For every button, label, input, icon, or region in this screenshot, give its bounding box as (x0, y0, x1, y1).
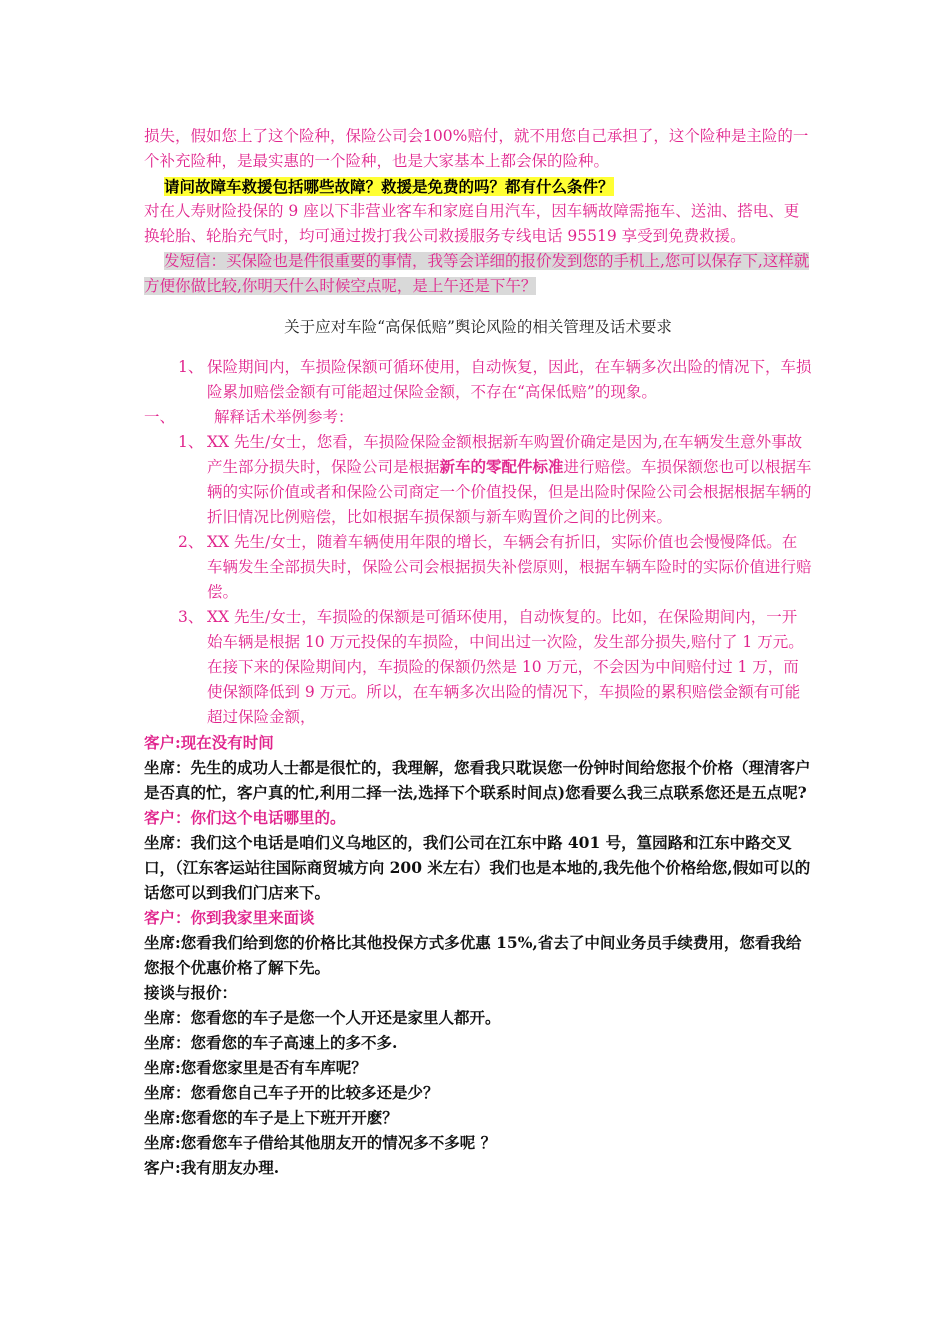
example-item-3 (144, 605, 812, 730)
dialogue-line-2: 坐席：您看您的车子高速上的多不多. (144, 1033, 398, 1052)
section-item-1-text: 保险期间内，车损险保额可循环使用，自动恢复，因此，在车辆多次出险的情况下，车损险累加赔偿金额有可能超过保险金额，不存在“高保低赔”的现象。 (207, 358, 812, 401)
example-item-1-text-before: XX 先生/女士，您看，车损险保险金额根据新车购置价确定是因为,在车辆发生意外事故产生部分损失时，保险公司是根据 (207, 433, 803, 476)
example-item-3-text: XX 先生/女士，车损险的保额是可循环使用，自动恢复的。比如，在保险期间内，一开始车辆是根据 10 万元投保的车损险，中间出过一次险，发生部分损失,赔付了 1 万元。在接下来的保险期间内，车损险的保额仍然是 10 万元，不会因为中间赔付过 1 万，而使保额降低到 9 万元。所以，在车辆多次出险的情况下，车损险的累积赔偿金额有可能超过保险金额， (207, 608, 804, 726)
dialogue-agent-2: 坐席：我们这个电话是咱们义乌地区的，我们公司在江东中路 401 号，篁园路和江东中路交叉口，（江东客运站往国际商贸城方向 200 米左右）我们也是本地的,我先他个价格给您,假如可以的话您可以到我们门店来下。 (144, 833, 811, 902)
section-title: 关于应对车险“高保低赔”舆论风险的相关管理及话术要求 (284, 317, 672, 336)
sms-text: 发短信：买保险也是件很重要的事情，我等会详细的报价发到您的手机上,您可以保存下,这样就方便你做比较,你明天什么时候空点呢，是上午还是下午？ (144, 252, 810, 295)
subsection-number: 一、 (144, 408, 176, 426)
dialogue-agent-1: 坐席：先生的成功人士都是很忙的，我理解，您看我只耽误您一份钟时间给您报个价格（理清客户是否真的忙，客户真的忙,利用二择一法,选择下个联系时间点)您看要么我三点联系您还是五点呢? (144, 758, 811, 802)
dialogue-customer-2: 客户：你们这个电话哪里的。 (144, 808, 346, 827)
example-item-1-emphasis: 新车的零配件标准 (439, 458, 564, 476)
dialogue-line-3: 坐席:您看您家里是否有车库呢？ (144, 1058, 367, 1077)
dialogue-customer-3: 客户：你到我家里来面谈 (144, 908, 315, 927)
example-item-2 (144, 530, 812, 605)
paragraph-loss-coverage: 损失，假如您上了这个险种，保险公司会100%赔付，就不用您自己承担了，这个险种是主险的一个补充险种，是最实惠的一个险种，也是大家基本上都会保的险种。 (144, 127, 809, 170)
subsection-heading (144, 405, 812, 430)
dialogue-agent-3: 坐席:您看我们给到您的价格比其他投保方式多优惠 15%,省去了中间业务员手续费用，您看我给您报个优惠价格了解下先。 (144, 933, 802, 977)
example-item-2-text: XX 先生/女士，随着车辆使用年限的增长，车辆会有折旧，实际价值也会慢慢降低。在车辆发生全部损失时，保险公司会根据损失补偿原则，根据车辆车险时的实际价值进行赔偿。 (207, 533, 812, 601)
example-item-3-number: 3、 (178, 608, 204, 626)
section-item-1 (144, 355, 812, 405)
sms-paragraph (144, 249, 812, 299)
example-item-1-text-after: 进行赔偿。车损保额您也可以根据车辆的实际价值或者和保险公司商定一个价值投保，但是出险时保险公司会根据根据车辆的折旧情况比例赔偿，比如根据车损保额与新车购置价之间的比例来。 (207, 458, 812, 526)
dialogue-line-5: 坐席:您看您的车子是上下班开开麽？ (144, 1108, 398, 1127)
rescue-answer: 对在人寿财险投保的 9 座以下非营业客车和家庭自用汽车，因车辆故障需拖车、送油、搭电、更换轮胎、轮胎充气时，均可通过拨打我公司救援服务专线电话 95519 享受到免费救援。 (144, 202, 800, 245)
example-item-2-number: 2、 (178, 533, 204, 551)
example-item-1-number: 1、 (178, 433, 204, 451)
dialogue-line-7: 客户:我有朋友办理. (144, 1158, 280, 1177)
example-item-1 (144, 430, 812, 530)
dialogue-line-1: 坐席：您看您的车子是您一个人开还是家里人都开。 (144, 1008, 501, 1027)
rescue-question-text: 请问故障车救援包括哪些故障？救援是免费的吗？都有什么条件？ (164, 177, 614, 196)
subsection-title: 解释话术举例参考： (214, 408, 354, 426)
dialogue-line-6: 坐席:您看您车子借给其他朋友开的情况多不多呢 ？ (144, 1133, 497, 1152)
document-page (144, 124, 812, 1180)
section-item-1-number: 1、 (178, 358, 204, 376)
dialogue-heading-quote: 接谈与报价： (144, 983, 238, 1002)
dialogue-line-4: 坐席：您看您自己车子开的比较多还是少？ (144, 1083, 439, 1102)
dialogue-customer-1: 客户:现在没有时间 (144, 733, 274, 752)
rescue-question (144, 174, 812, 199)
